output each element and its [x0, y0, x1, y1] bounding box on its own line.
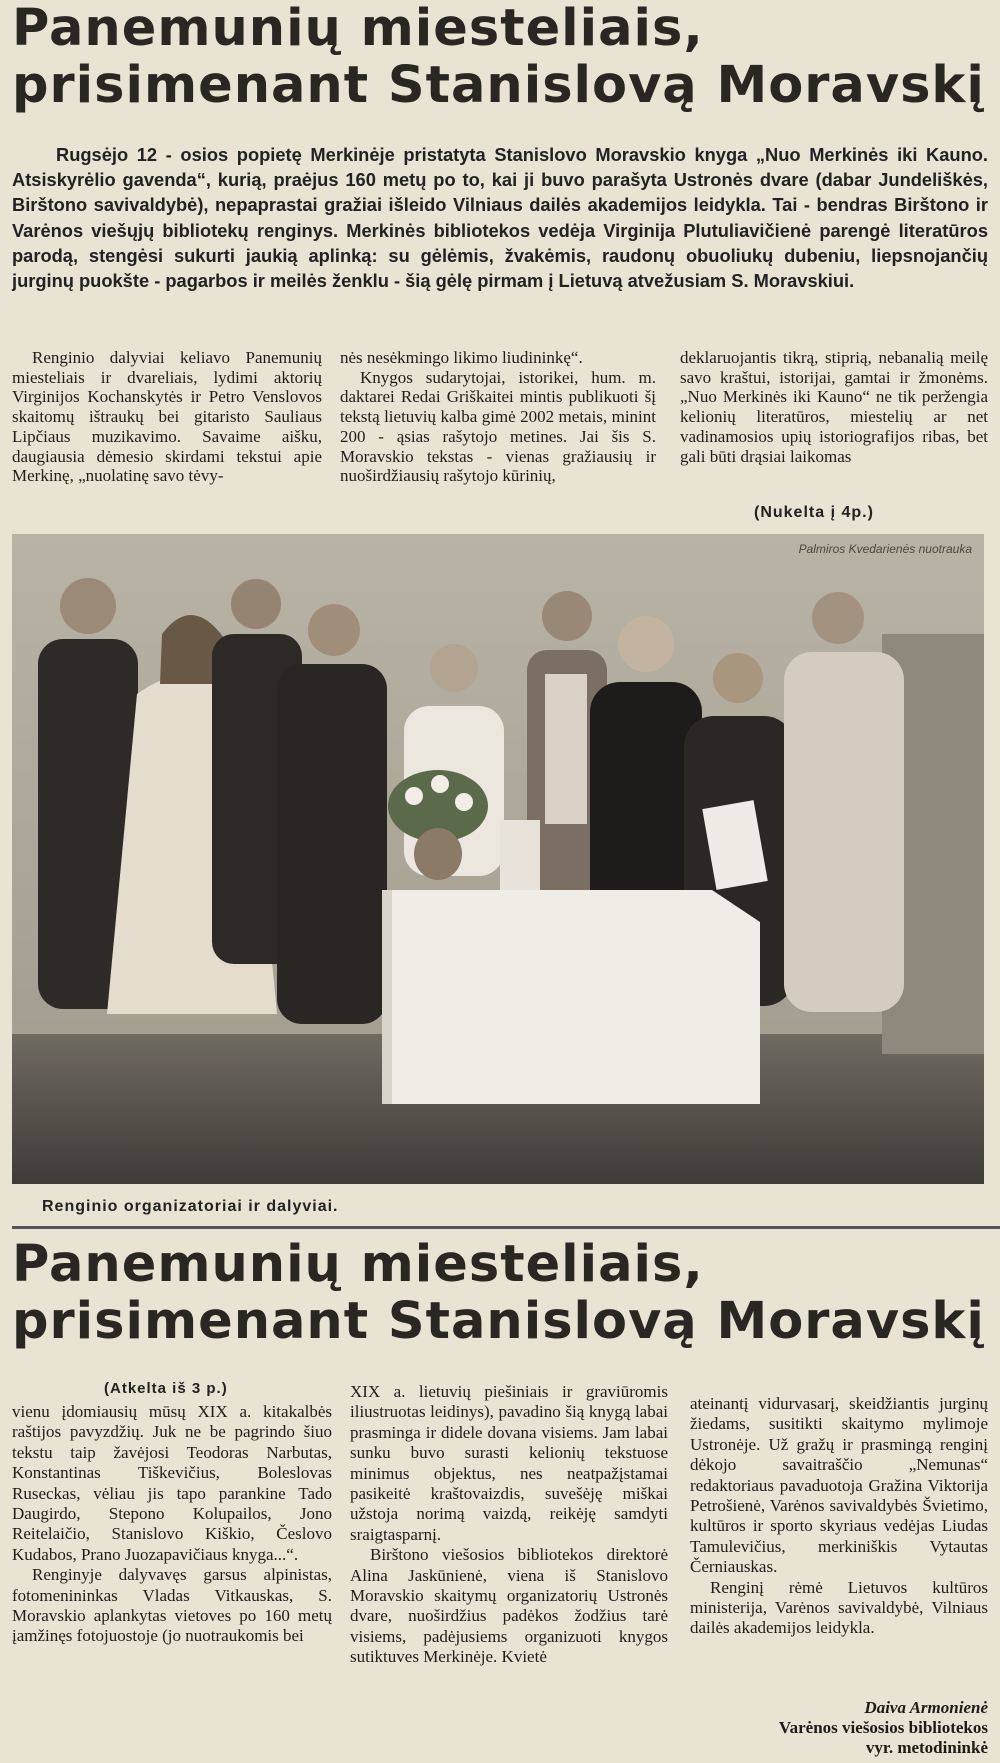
article2-headline-line1: Panemunių miesteliais, [12, 1235, 704, 1294]
author-name: Daiva Armonienė [864, 1698, 988, 1717]
article2-headline [12, 1236, 985, 1350]
author-title: vyr. metodininkė [865, 1738, 988, 1757]
article1-col3-text: deklaruojantis tikrą, stiprią, nebanalią meilę savo kraštui, istorijai, gamtai ir žmonėms. „Nuo Merkinės iki Kauno“ ne tik peržengia kelionių literatūros, miestelių ar net vadinamosios upių istoriografijos ribas, bet gali būti drąsiai laikomas [680, 348, 988, 466]
article1-column-2 [340, 348, 656, 486]
article2-col1-text-b: Renginyje dalyvavęs garsus alpinistas, fotomenininkas Vladas Vitkauskas, S. Moravskio aplankytas vietoves po 160 metų įamžinęs fotojuostoje (jo nuotraukomis bei [12, 1565, 332, 1646]
photo-credit: Palmiros Kvedarienės nuotrauka [798, 542, 972, 556]
article2-column-2 [350, 1382, 668, 1668]
article2-col3-text-b: Renginį rėmė Lietuvos kultūros ministerija, Varėnos savivaldybė, Vilniaus dailės akademijos leidykla. [690, 1577, 988, 1638]
article1-col2-text-b: Knygos sudarytojai, istorikei, hum. m. daktarei Redai Griškaitei mintis publikuoti šį tekstą lietuvių kalba gimė 2002 metais, minint 200 - ąsias rašytojo metines. Jai šis S. Moravskio tekstas - vienas gražiausių ir nuoširdžiausių rašytojo kūrinių, [340, 367, 656, 486]
article2-column-1 [12, 1402, 332, 1647]
article1-column-3 [680, 348, 988, 466]
article2-col2-text-b: Birštono viešosios bibliotekos direktorė Alina Jaskūnienė, viena iš Stanislovo Moravskio skaitymų organizatorių Ustronės dvare, nuoširdžius padėkos žodžius tarė visiems, padėjusiems organizuoti knygos sutiktuves Merkinėje. Kvietė [350, 1545, 668, 1667]
continued-from-note: (Atkelta iš 3 p.) [104, 1380, 228, 1397]
article1-headline-line1: Panemunių miesteliais, [12, 0, 704, 58]
article1-col2-text-a: nės nesėkmingo likimo liudininkę“. [340, 348, 583, 367]
article2-headline-line2: prisimenant Stanislovą Moravskį [12, 1292, 985, 1351]
article2-col3-text-a: ateinantį vidurvasarį, skeidžiantis jurginų žiedams, susitikti skaitymo mylimoje Ustronėje. Už gražų ir prasmingą renginį dėkojo savaitraščio „Nemunas“ redaktoriaus pavaduotoja Gražina Viktorija Petrošienė, Varėnos savivaldybės Švietimo, kultūros ir sporto skyriaus vedėjas Liudas Tamulevičius, merkiniškis Vytautas Černiauskas. [690, 1394, 988, 1577]
group-photo [12, 534, 984, 1184]
article1-column-1 [12, 348, 322, 486]
article2-column-3 [690, 1394, 988, 1639]
photo-caption: Renginio organizatoriai ir dalyviai. [42, 1198, 339, 1215]
author-signature [779, 1698, 988, 1758]
person-9 [784, 592, 904, 1012]
article1-col1-text: Renginio dalyviai keliavo Panemunių miesteliais ir dvareliais, lydimi aktorių Virginijos Kochanskytės ir Petro Venslovos skaitomų ištraukų bei gitaristo Sauliaus Lipčiaus muzikavimo. Savaime aišku, daugiausia dėmesio skirdami tekstui apie Merkinę, „nuolatinę savo tėvy- [12, 348, 322, 486]
section-divider [12, 1226, 1000, 1229]
article1-headline-line2: prisimenant Stanislovą Moravskį [12, 56, 985, 115]
article1-headline [12, 0, 985, 114]
article1-lead: Rugsėjo 12 - osios popietę Merkinėje pristatyta Stanislovo Moravskio knyga „Nuo Merkinės iki Kauno. Atsiskyrėlio gavenda“, kurią, praėjus 160 metų po to, kai ji buvo parašyta Ustronės dvare (dabar Jundeliškės, Birštono savivaldybė), nepaprastai gražiai išleido Vilniaus dailės akademijos leidykla. Tai - bendras Birštono ir Varėnos viešųjų bibliotekų renginys. Merkinės bibliotekos vedėja Virginija Plutuliavičienė parengė literatūros parodą, stengėsi sukurti jaukią aplinką: su gėlėmis, žvakėmis, raudonų obuoliukų dubeniu, liepsnojančių jurginų puokšte - pagarbos ir meilės ženklu - šią gėlę pirmam į Lietuvą atvežusiam S. Moravskiui. [12, 144, 988, 292]
author-organization: Varėnos viešosios bibliotekos [778, 1718, 988, 1737]
person-4 [277, 604, 387, 1024]
continued-note: (Nukelta į 4p.) [754, 504, 874, 521]
article2-col1-text-a: vienu įdomiausių mūsų XIX a. kitakalbės raštijos pavyzdžių. Juk ne be pagrindo šiuo tekstu taip žavėjosi Teodoras Narbutas, Konstantinas Tiškevičius, Boleslovas Ruseckas, vėliau jis tapo parankine Tado Daugirdo, Stepono Kolupailos, Jono Reitelaičio, Stanislovo Kiškio, Česlovo Kudabos, Prano Juozapavičiaus knyga...“. [12, 1402, 332, 1564]
display-table [382, 890, 760, 1104]
group-photo-illustration [12, 534, 984, 1184]
article2-col2-text-a: XIX a. lietuvių piešiniais ir graviūromis iliustruotas leidinys), pavadino šią knygą labai prasminga ir didele dovana visiems. Jam labai sunku buvo surasti kelionių tekstuose minimus objektus, nes neatpažįstamai pasikeitė kraštovaizdis, suvešėję miškai užstoja norimą vaizdą, reikėję samdyti sraigtasparnį. [350, 1382, 668, 1544]
